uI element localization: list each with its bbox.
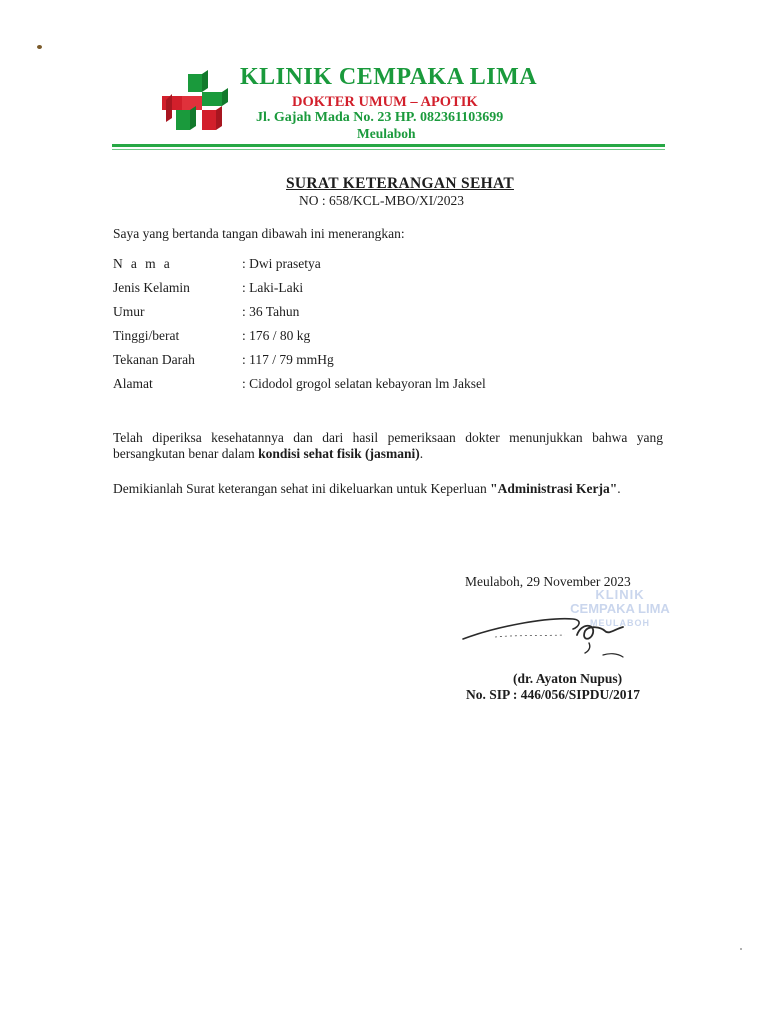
scan-speck [740,948,742,950]
purpose-text: Demikianlah Surat keterangan sehat ini dikeluarkan untuk Keperluan [113,481,491,496]
detail-label: Tekanan Darah [113,352,195,367]
clinic-logo-icon [158,70,234,134]
detail-row-gender [113,280,633,304]
detail-label: N a m a [113,256,173,271]
header-divider-thin [112,149,665,150]
stamp-line: MEULABOH [590,618,650,628]
statement-end: . [419,446,424,461]
purpose-statement [113,481,673,497]
scan-speck [37,45,42,49]
detail-value: : 36 Tahun [242,304,299,320]
patient-details [113,256,633,400]
detail-row-address [113,376,633,400]
detail-value: : Dwi prasetya [242,256,321,272]
clinic-subtitle: DOKTER UMUM – APOTIK [292,94,478,110]
doctor-sip-number: No. SIP : 446/056/SIPDU/2017 [466,687,641,702]
doctor-name: (dr. Ayaton Nupus) [513,671,623,686]
detail-label: Jenis Kelamin [113,280,190,295]
place-date: Meulaboh, 29 November 2023 [465,574,631,589]
header-divider [112,144,665,147]
document-title: SURAT KETERANGAN SEHAT [286,175,514,192]
detail-row-name [113,256,633,280]
clinic-city: Meulaboh [357,126,416,141]
detail-row-age [113,304,633,328]
statement-emphasis: kondisi sehat fisik (jasmani) [258,446,420,461]
detail-value: : 176 / 80 kg [242,328,310,344]
document-number: NO : 658/KCL-MBO/XI/2023 [299,193,464,208]
stamp-line: CEMPAKA LIMA [570,601,670,616]
detail-row-blood-pressure [113,352,633,376]
purpose-end: . [617,481,621,496]
clinic-name: KLINIK CEMPAKA LIMA [240,64,538,90]
handwritten-signature [455,605,655,670]
detail-value: : Cidodol grogol selatan kebayoran lm Jaksel [242,376,486,392]
detail-value: : 117 / 79 mmHg [242,352,334,368]
detail-row-height-weight [113,328,633,352]
statement-text: Telah diperiksa kesehatannya dan dari hasil pemeriksaan dokter menunjukkan bahwa yang bersangkutan benar dalam [113,430,663,461]
clinic-address: Jl. Gajah Mada No. 23 HP. 082361103699 [256,110,504,125]
detail-label: Alamat [113,376,153,391]
detail-label: Tinggi/berat [113,328,180,343]
purpose-emphasis: "Administrasi Kerja" [490,481,618,496]
stamp-line: KLINIK [595,587,645,602]
intro-text: Saya yang bertanda tangan dibawah ini menerangkan: [113,226,405,241]
detail-label: Umur [113,304,145,319]
detail-value: : Laki-Laki [242,280,303,296]
examination-statement [113,430,663,462]
